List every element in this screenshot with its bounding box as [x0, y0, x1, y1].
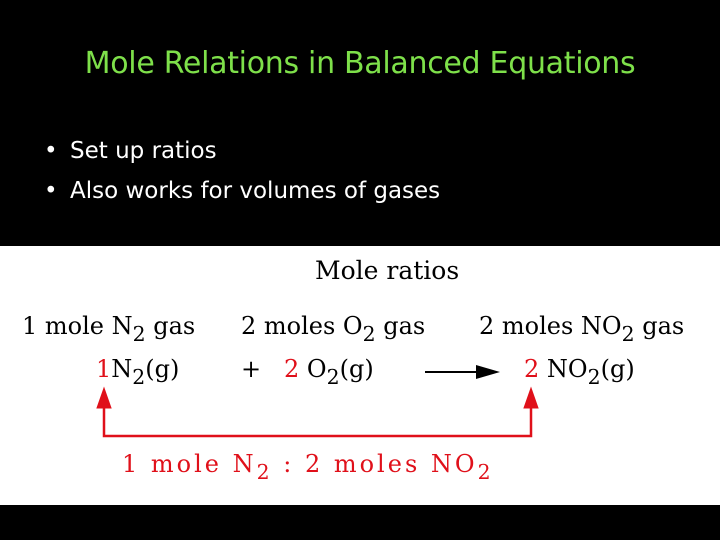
bullet-icon: •	[44, 178, 58, 204]
bullet-item: • Set up ratios	[44, 133, 440, 173]
reaction-arrow-icon	[425, 365, 500, 379]
ratio-bracket-arrow-icon	[97, 388, 538, 436]
slide-title: Mole Relations in Balanced Equations	[84, 46, 636, 81]
plus-sign: +	[241, 355, 262, 383]
label-o2: 2 moles $O_2$ gas	[241, 312, 426, 347]
bullet-list	[44, 133, 440, 213]
mole-ratio-figure	[0, 246, 720, 505]
label-no2: 2 moles $NO_2$ gas	[479, 312, 685, 347]
reactant-n2: $1N_2(g)$	[96, 355, 180, 390]
reactant-o2: 2 $O_2(g)$	[284, 355, 374, 390]
bullet-icon: •	[44, 138, 58, 164]
figure-heading: Mole ratios	[315, 256, 460, 285]
product-no2: 2 $NO_2(g)$	[524, 355, 635, 390]
label-n2: 1 mole $N_2$ gas	[22, 312, 196, 347]
bullet-item: • Also works for volumes of gases	[44, 173, 440, 213]
ratio-statement: 1 mole $N_2$ : 2 moles $NO_2$	[122, 450, 494, 485]
